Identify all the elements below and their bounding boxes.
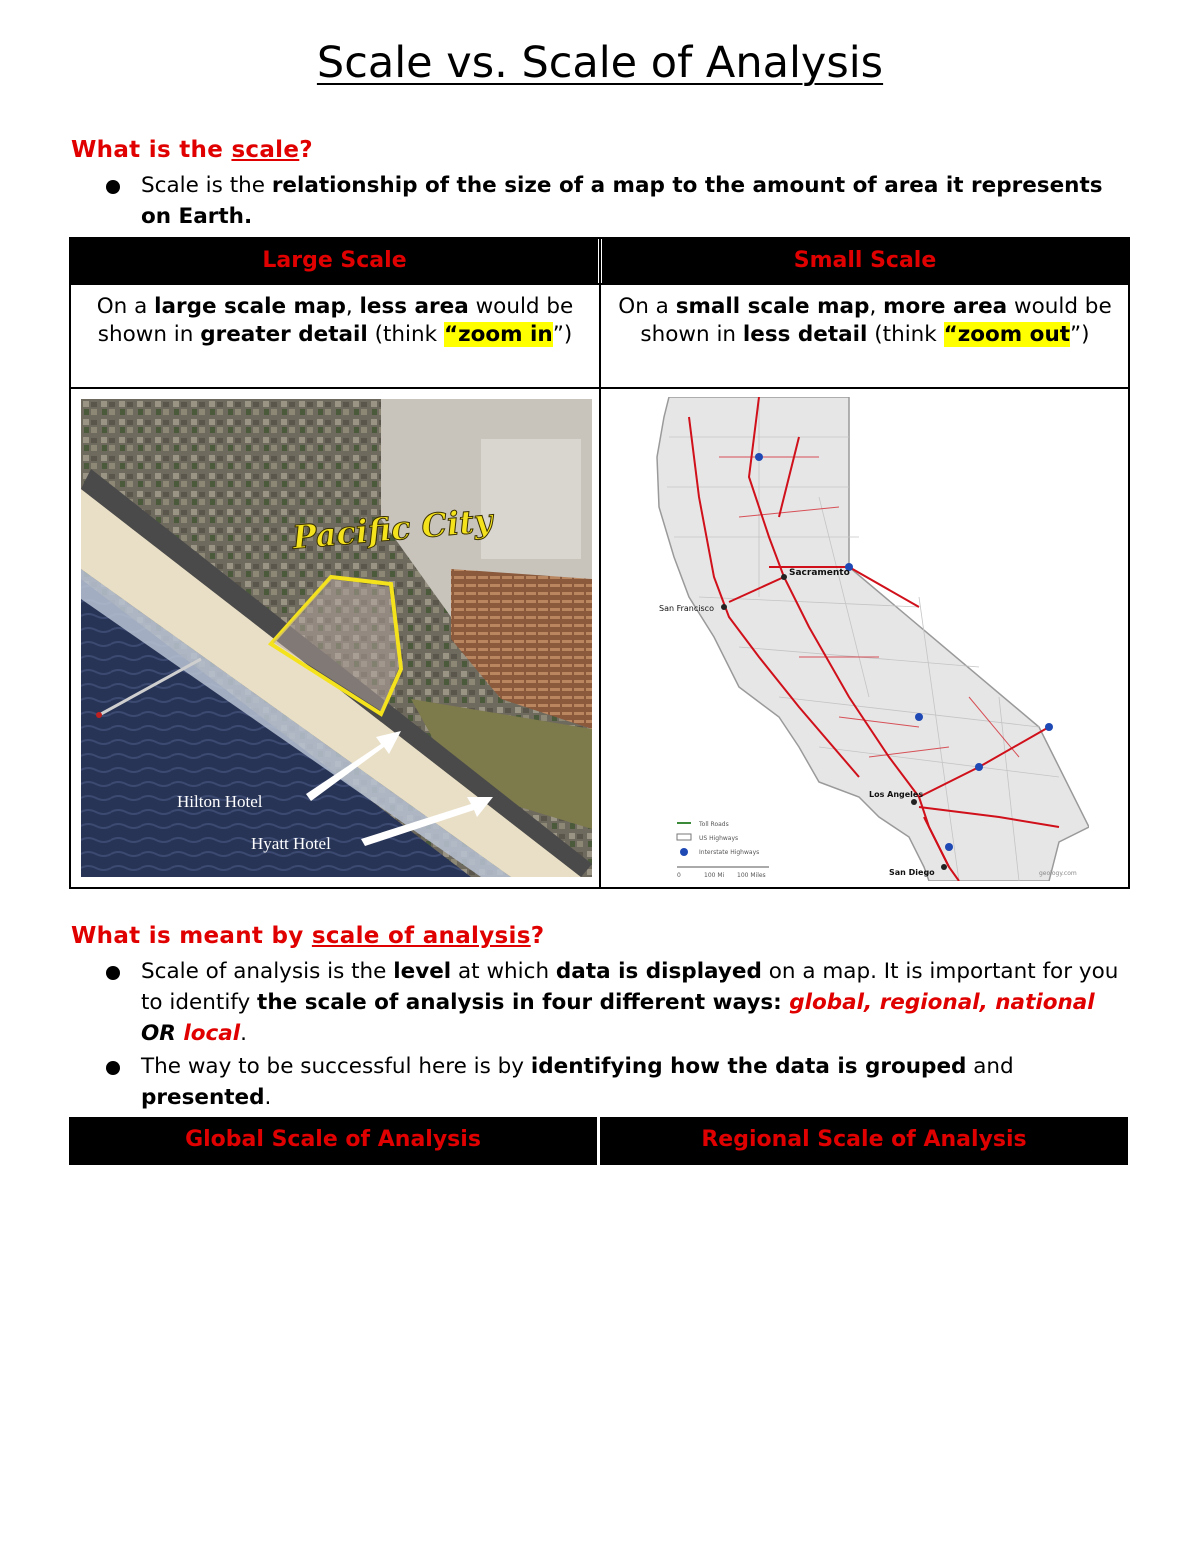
scale-term: scale: [231, 137, 300, 163]
aerial-label-hyatt: Hyatt Hotel: [251, 834, 331, 853]
small-scale-header: Small Scale: [602, 239, 1128, 283]
analysis-scale-table: [69, 1117, 1128, 1165]
large-scale-description: On a large scale map, less area would be shown in greater detail (think “zoom in”): [96, 294, 574, 347]
map-label-sacramento: Sacramento: [789, 568, 850, 578]
aerial-label-pacific-city: Pacific City: [290, 501, 494, 557]
success-tip-bullet: The way to be successful here is by identifying how the data is grouped and presented.: [106, 1051, 1136, 1113]
aerial-label-hilton: Hilton Hotel: [177, 792, 263, 811]
svg-text:100 Mi: 100 Mi: [704, 872, 725, 879]
scale-of-analysis-term: scale of analysis: [311, 923, 531, 949]
small-scale-description: On a small scale map, more area would be shown in less detail (think “zoom out”): [618, 294, 1112, 347]
scale-question-heading: What is the scale?: [71, 137, 313, 163]
page-title: Scale vs. Scale of Analysis: [316, 38, 884, 88]
scale-comparison-table: [69, 237, 1130, 889]
bullet-dot-icon: [106, 1061, 120, 1075]
regional-scale-header: Regional Scale of Analysis: [600, 1117, 1128, 1165]
global-scale-header: Global Scale of Analysis: [69, 1117, 597, 1165]
bullet-dot-icon: [106, 966, 120, 980]
zoom-out-highlight: “zoom out: [943, 322, 1071, 347]
svg-text:0: 0: [677, 872, 681, 879]
zoom-in-highlight: “zoom in: [443, 322, 553, 347]
svg-text:100 Miles: 100 Miles: [737, 872, 766, 879]
svg-text:US Highways: US Highways: [699, 835, 739, 842]
bullet-dot-icon: [106, 180, 120, 194]
map-label-los-angeles: Los Angeles: [869, 790, 924, 799]
large-scale-header: Large Scale: [71, 239, 598, 283]
map-label-san-diego: San Diego: [889, 868, 935, 877]
aerial-photo-pacific-city: [81, 399, 592, 877]
svg-text:Interstate Highways: Interstate Highways: [699, 849, 760, 856]
svg-text:Toll Roads: Toll Roads: [699, 821, 729, 828]
map-label-san-francisco: San Francisco: [659, 604, 714, 613]
california-road-map: [619, 397, 1089, 881]
scale-of-analysis-bullet: Scale of analysis is the level at which data is displayed on a map. It is important for you to identify the scale of analysis in four different ways: global, regional, national OR local.: [106, 956, 1136, 1049]
scale-definition-bullet: Scale is the relationship of the size of a map to the amount of area it represents on Earth.: [106, 170, 1136, 232]
scale-of-analysis-heading: What is meant by scale of analysis?: [71, 923, 545, 949]
map-credit: geology.com: [1039, 870, 1077, 877]
